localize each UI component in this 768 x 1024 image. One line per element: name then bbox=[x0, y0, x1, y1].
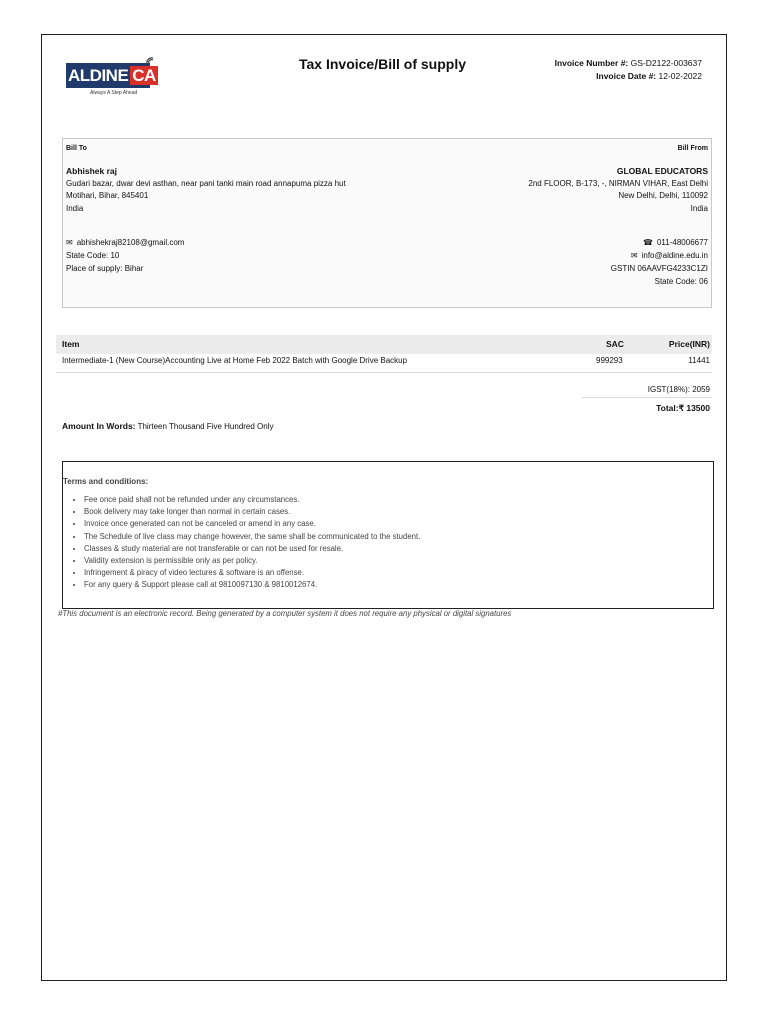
tax-line: IGST(18%): 2059 bbox=[647, 385, 710, 394]
table-row bbox=[56, 356, 712, 370]
envelope-icon: ✉ bbox=[66, 238, 73, 247]
company-logo bbox=[66, 59, 162, 99]
bill-to-contact bbox=[66, 236, 184, 275]
bill-to-label: Bill To bbox=[66, 145, 87, 152]
bill-to-address1: Gudari bazar, dwar devi asthan, near pani tanki main road annapuma pizza hut bbox=[66, 178, 346, 188]
list-item: • Validity extension is permissible only as per policy. bbox=[84, 555, 420, 567]
bill-from-label: Bill From bbox=[677, 145, 708, 152]
place-of-supply: Place of supply: Bihar bbox=[66, 264, 144, 273]
row-item: Intermediate-1 (New Course)Accounting Live at Home Feb 2022 Batch with Google Drive Backup bbox=[62, 356, 408, 365]
phone-icon: ☎ bbox=[643, 238, 653, 247]
invoice-total: Total:₹ 13500 bbox=[656, 403, 710, 413]
bill-from-address1: 2nd FLOOR, B-173, -, NIRMAN VIHAR, East Delhi bbox=[528, 178, 708, 188]
list-item: • For any query & Support please call at 9810097130 & 9810012674. bbox=[84, 579, 420, 591]
logo-tagline: Always A Step Ahead bbox=[90, 90, 138, 96]
bill-from-gstin: GSTIN 06AAVFG4233C1ZI bbox=[610, 264, 708, 273]
list-item: • Classes & study material are not transferable or can not be used for resale. bbox=[84, 543, 420, 555]
items-table-header bbox=[56, 335, 712, 354]
footer-note: #This document is an electronic record. Being generated by a computer system it does not require any physical or digital signatures bbox=[58, 609, 512, 618]
bill-from-phone: 011-48006677 bbox=[656, 238, 708, 247]
row-divider bbox=[56, 372, 712, 373]
list-item: • Fee once paid shall not be refunded under any circumstances. bbox=[84, 494, 420, 506]
signal-icon bbox=[146, 57, 156, 67]
row-price: 11441 bbox=[688, 356, 710, 365]
amount-words-value: Thirteen Thousand Five Hundred Only bbox=[137, 422, 274, 431]
bill-from-name: GLOBAL EDUCATORS bbox=[616, 166, 708, 176]
row-sac: 999293 bbox=[596, 356, 623, 365]
invoice-page bbox=[41, 34, 727, 981]
terms-box bbox=[62, 461, 714, 609]
invoice-number-label: Invoice Number #: bbox=[554, 58, 629, 68]
invoice-date-label: Invoice Date #: bbox=[596, 71, 657, 81]
total-divider bbox=[582, 397, 712, 398]
bill-to-name: Abhishek raj bbox=[66, 166, 118, 176]
bill-to-email[interactable]: abhishekraj82108@gmail.com bbox=[76, 238, 185, 247]
bill-to-address bbox=[66, 165, 346, 215]
terms-title: Terms and conditions: bbox=[63, 477, 149, 486]
list-item: • Infringement & piracy of video lectures & software is an offense. bbox=[84, 567, 420, 579]
header-price: Price(INR) bbox=[668, 339, 710, 349]
terms-list bbox=[63, 494, 420, 592]
bill-from-contact bbox=[611, 236, 708, 288]
bill-to-state-code: State Code: 10 bbox=[66, 251, 120, 260]
envelope-icon: ✉ bbox=[630, 251, 638, 260]
bill-from-email[interactable]: info@aldine.edu.in bbox=[641, 251, 708, 260]
header-item: Item bbox=[62, 339, 80, 349]
billing-box bbox=[62, 138, 712, 308]
amount-in-words bbox=[62, 421, 274, 431]
bill-from-address bbox=[528, 165, 708, 215]
bill-from-country: India bbox=[690, 203, 708, 213]
invoice-number: GS-D2122-003637 bbox=[630, 58, 702, 68]
amount-words-label: Amount In Words: bbox=[62, 421, 136, 431]
logo-brand-b: CA bbox=[132, 66, 156, 85]
document-title: Tax Invoice/Bill of supply bbox=[299, 56, 466, 72]
bill-from-address2: New Delhi, Delhi, 110092 bbox=[618, 191, 708, 200]
logo-brand-a: ALDINE bbox=[68, 66, 129, 85]
list-item: • Book delivery may take longer than normal in certain cases. bbox=[84, 506, 420, 518]
header-sac: SAC bbox=[606, 339, 624, 349]
logo-box bbox=[66, 63, 156, 88]
list-item: • The Schedule of live class may change however, the same shall be communicated to the student. bbox=[84, 531, 420, 543]
list-item: • Invoice once generated can not be canceled or amend in any case. bbox=[84, 518, 420, 530]
bill-to-address2: Motihari, Bihar, 845401 bbox=[66, 191, 149, 200]
invoice-meta bbox=[555, 57, 702, 83]
invoice-date: 12-02-2022 bbox=[658, 71, 702, 81]
bill-to-country: India bbox=[66, 203, 84, 213]
bill-from-state-code: State Code: 06 bbox=[654, 277, 708, 286]
